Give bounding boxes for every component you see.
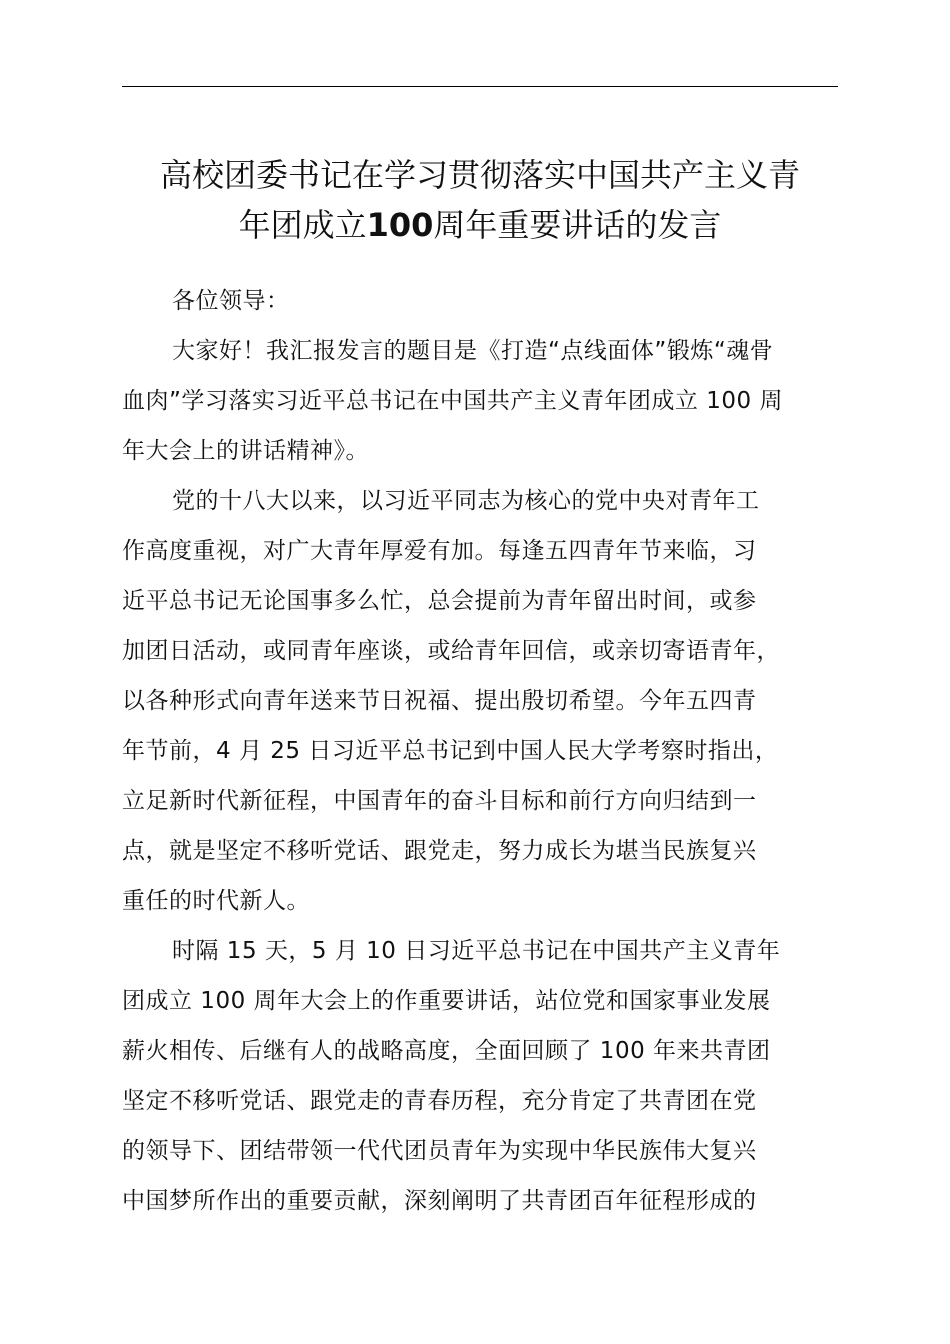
paragraph-line: 血肉”学习落实习近平总书记在中国共产主义青年团成立 100 周 [122,388,783,414]
paragraph-line: 作高度重视，对广大青年厚爱有加。每逢五四青年节来临，习 [122,538,757,564]
title-line-2-number: 100 [366,206,434,244]
paragraph-line: 近平总书记无论国事多么忙，总会提前为青年留出时间，或参 [122,588,757,614]
title-line-1: 高校团委书记在学习贯彻落实中国共产主义青 [159,156,800,194]
paragraph-line: 年节前，4 月 25 日习近平总书记到中国人民大学考察时指出， [122,738,779,764]
document-title [100,150,860,250]
paragraph-line: 团成立 100 周年大会上的作重要讲话，站位党和国家事业发展 [122,988,771,1014]
title-line-2 [100,200,860,250]
salutation: 各位领导： [172,288,290,314]
title-line-2-suffix: 周年重要讲话的发言 [433,206,722,244]
paragraph-line: 坚定不移听党话、跟党走的青春历程，充分肯定了共青团在党 [122,1088,757,1114]
paragraph-line: 以各种形式向青年送来节日祝福、提出殷切希望。今年五四青 [122,688,757,714]
paragraph-1 [122,326,838,476]
paragraph-3 [122,926,838,1226]
paragraph-line: 的领导下、团结带领一代代团员青年为实现中华民族伟大复兴 [122,1138,757,1164]
paragraph-line: 年大会上的讲话精神》。 [122,438,369,464]
header-rule [122,86,838,87]
paragraph-2 [122,476,838,926]
title-line-2-prefix: 年团成立 [238,206,367,244]
paragraph-line: 重任的时代新人。 [122,888,310,914]
paragraph-line: 党的十八大以来，以习近平同志为核心的党中央对青年工 [172,488,760,514]
paragraph-line: 薪火相传、后继有人的战略高度，全面回顾了 100 年来共青团 [122,1038,771,1064]
paragraph-line: 大家好！我汇报发言的题目是《打造“点线面体”锻炼“魂骨 [172,338,774,364]
document-body [122,276,838,1226]
paragraph-line: 加团日活动，或同青年座谈，或给青年回信，或亲切寄语青年， [122,638,780,664]
paragraph-line: 立足新时代新征程，中国青年的奋斗目标和前行方向归结到一 [122,788,757,814]
paragraph-line: 时隔 15 天，5 月 10 日习近平总书记在中国共产主义青年 [172,938,781,964]
paragraph-line: 中国梦所作出的重要贡献，深刻阐明了共青团百年征程形成的 [122,1188,757,1214]
paragraph-line: 点，就是坚定不移听党话、跟党走，努力成长为堪当民族复兴 [122,838,757,864]
